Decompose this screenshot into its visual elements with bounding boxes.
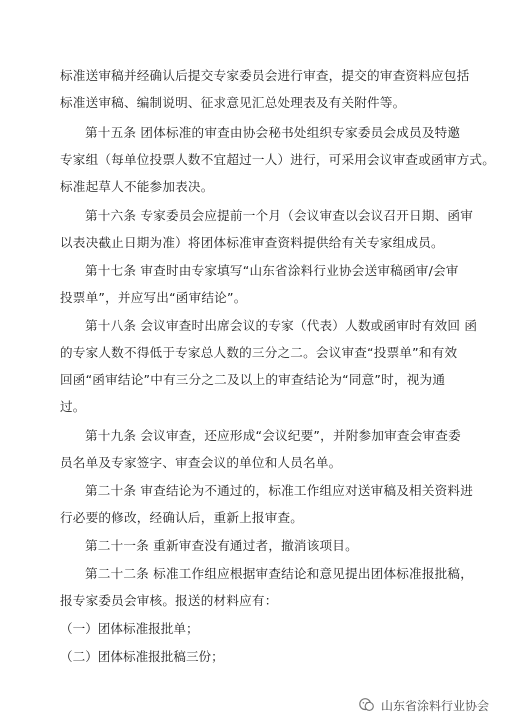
text-line: 回函“函审结论”中有三分之二及以上的审查结论为“同意”时，视为通	[60, 372, 446, 387]
watermark-text: 山东省涂料行业协会	[381, 698, 490, 713]
article-16	[60, 202, 474, 256]
article-18	[60, 312, 478, 420]
text-line: 第二十条 审查结论为不通过的，标准工作组应对送审稿及相关资料进	[85, 483, 474, 498]
text-line: 第十八条 会议审查时出席会议的专家（代表）人数或函审时有效回 函	[85, 318, 478, 333]
text-line: 第十九条 会议审查，还应形成“会议纪要”，并附参加审查会审查委	[85, 428, 461, 443]
article-20	[60, 477, 474, 531]
article-15	[60, 119, 495, 200]
text-line: 专家组（每单位投票人数不宜超过一人）进行，可采用会议审查或函审方式。	[60, 152, 495, 167]
text-line: 标准起草人不能参加表决。	[60, 179, 214, 194]
text-line: 行必要的修改，经确认后，重新上报审查。	[60, 510, 304, 525]
text-line: 第二十一条 重新审查没有通过者，撤消该项目。	[85, 538, 358, 553]
wechat-watermark	[358, 694, 489, 716]
text-line: 报专家委员会审核。报送的材料应有：	[60, 593, 278, 608]
article-21	[60, 532, 470, 559]
article-19	[60, 422, 470, 476]
text-line: 投票单”，并应写出“函审结论”。	[60, 290, 247, 305]
article-22	[60, 560, 474, 614]
text-line: 第十五条 团体标准的审查由协会秘书处组织专家委员会成员及特邀	[85, 125, 461, 140]
text-line: 第二十二条 标准工作组应根据审查结论和意见提出团体标准报批稿，	[85, 566, 474, 581]
text-line: 第十七条 审查时由专家填写“山东省涂料行业协会送审稿函审/会审	[85, 263, 459, 278]
article-17	[60, 257, 470, 311]
list-item: （一）团体标准报批单；	[60, 621, 199, 636]
paragraph-continuation	[60, 62, 470, 116]
text-line: 标准送审稿、编制说明、征求意见汇总处理表及有关附件等。	[60, 95, 406, 110]
text-line: 标准送审稿并经确认后提交专家委员会进行审查，提交的审查资料应包括	[60, 68, 470, 83]
text-line: 以表决截止日期为准）将团体标准审查资料提供给有关专家组成员。	[60, 235, 444, 250]
text-line: 员名单及专家签字、审查会议的单位和人员名单。	[60, 455, 342, 470]
list-item: （二）团体标准报批稿三份；	[60, 649, 224, 664]
text-line: 过。	[60, 399, 86, 414]
wechat-icon	[358, 696, 376, 714]
text-line: 第十六条 专家委员会应提前一个月（会议审查以会议召开日期、函审	[85, 208, 474, 223]
text-line: 的专家人数不得低于专家总人数的三分之二。会议审查“投票单”和有效	[60, 345, 458, 360]
